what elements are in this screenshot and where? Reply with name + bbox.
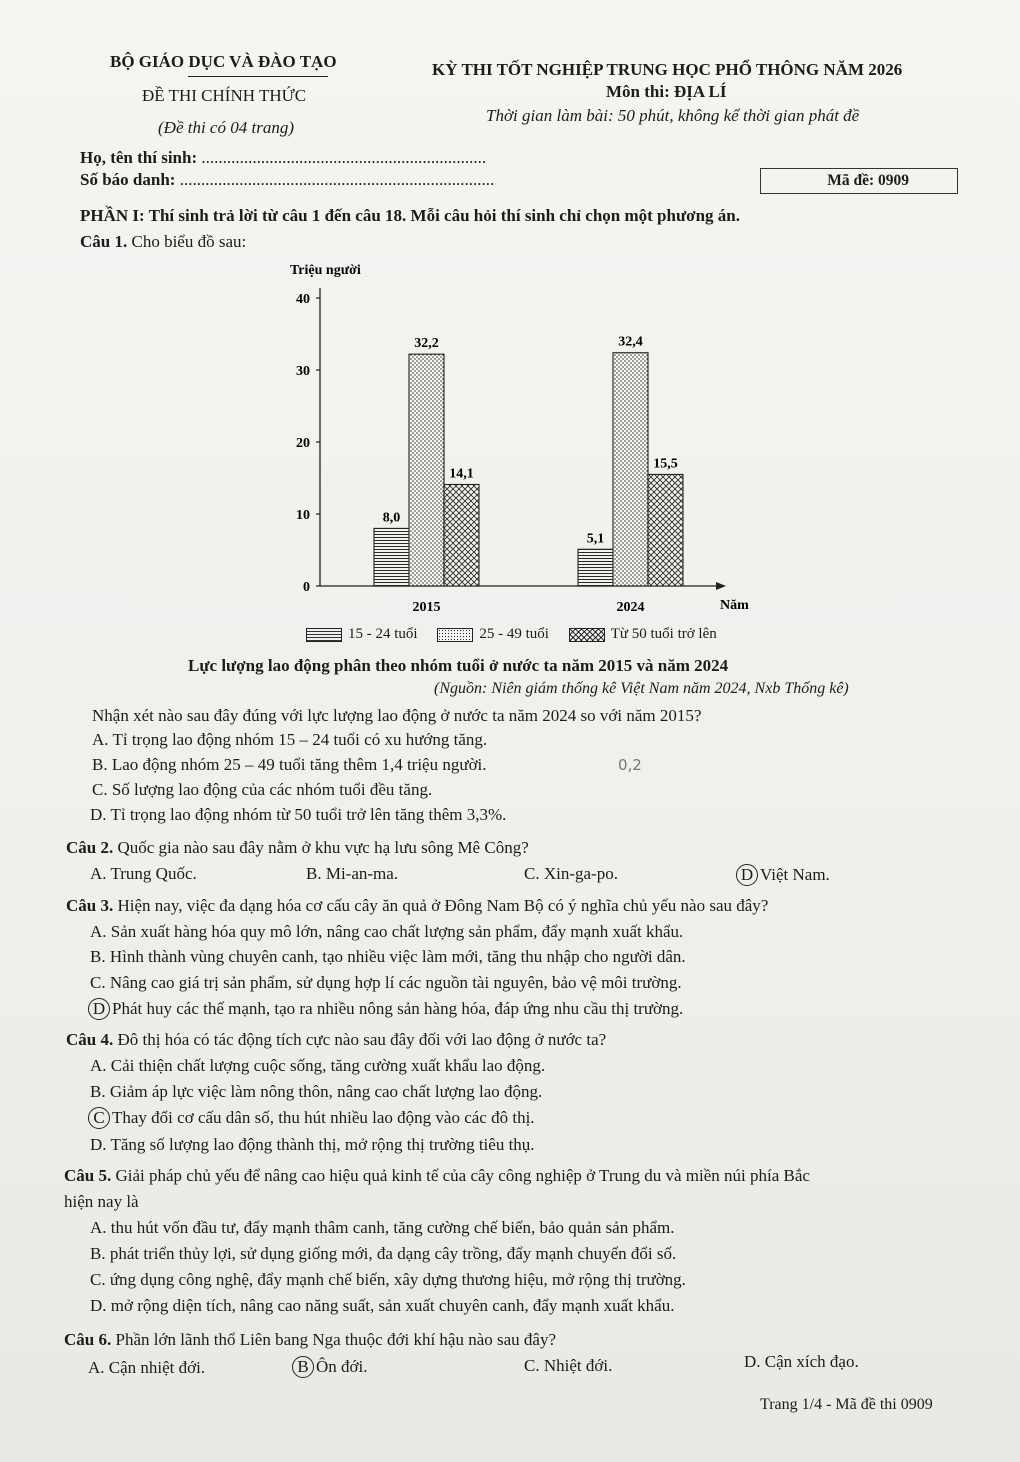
question-3-prompt: Câu 3. Hiện nay, việc đa dạng hóa cơ cấu cây ăn quả ở Đông Nam Bộ có ý nghĩa chủ yếu nào sau đây? [66, 896, 769, 915]
question-4-option-a[interactable]: A. Cải thiện chất lượng cuộc sống, tăng cường xuất khẩu lao động. [90, 1056, 546, 1075]
y-tick-label: 40 [296, 292, 310, 307]
question-1-text: Cho biểu đồ sau: [127, 232, 247, 251]
question-1-question: Nhận xét nào sau đây đúng với lực lượng lao động ở nước ta năm 2024 so với năm 2015? [92, 706, 702, 725]
exam-code-box: Mã đề: 0909 [760, 168, 958, 194]
question-4-option-c[interactable]: C Thay đổi cơ cấu dân số, thu hút nhiều lao động vào các đô thị. [88, 1107, 535, 1129]
legend-swatch-dotted [437, 628, 473, 642]
bar [409, 354, 444, 586]
legend-item-50-plus: Từ 50 tuổi trở lên [569, 626, 717, 642]
question-4-option-d[interactable]: D. Tăng số lượng lao động thành thị, mở rộng thị trường tiêu thụ. [90, 1135, 535, 1154]
section-heading: PHẦN I: Thí sinh trả lời từ câu 1 đến câu 18. Mỗi câu hỏi thí sinh chỉ chọn một phương án. [80, 206, 740, 225]
y-tick-label: 20 [296, 436, 310, 451]
question-1-prompt [80, 232, 246, 252]
pages-note: (Đề thi có 04 trang) [158, 118, 294, 137]
question-5-label: Câu 5. [64, 1166, 112, 1185]
id-label: Số báo danh: [80, 170, 180, 189]
chart-legend [306, 626, 717, 643]
legend-item-15-24: 15 - 24 tuổi [306, 626, 418, 642]
question-2-label: Câu 2. [66, 838, 114, 857]
time-note: Thời gian làm bài: 50 phút, không kể thời gian phát đề [486, 106, 860, 125]
question-3-label: Câu 3. [66, 896, 114, 915]
x-axis-arrow [716, 582, 726, 590]
question-5-option-d[interactable]: D. mở rộng diện tích, nâng cao năng suất, sản xuất chuyên canh, đẩy mạnh xuất khẩu. [90, 1296, 675, 1315]
chart-caption: Lực lượng lao động phân theo nhóm tuổi ở nước ta năm 2015 và năm 2024 [188, 656, 729, 675]
question-2-prompt: Câu 2. Quốc gia nào sau đây nằm ở khu vực hạ lưu sông Mê Công? [66, 838, 529, 857]
question-2-option-a[interactable]: A. Trung Quốc. [90, 864, 197, 883]
bar [374, 528, 409, 586]
question-5-prompt-cont: hiện nay là [64, 1192, 139, 1211]
ministry-name: BỘ GIÁO DỤC VÀ ĐÀO TẠO [110, 52, 337, 71]
question-6-option-c[interactable]: C. Nhiệt đới. [524, 1356, 613, 1375]
bar [648, 474, 683, 586]
bar-value-label: 15,5 [653, 456, 678, 472]
subject-label: Môn thi: ĐỊA LÍ [606, 82, 727, 101]
bar-value-label: 32,2 [414, 336, 439, 352]
question-6-option-d[interactable]: D. Cận xích đạo. [744, 1352, 859, 1371]
bar-value-label: 32,4 [618, 334, 643, 350]
question-5-prompt: Câu 5. Giải pháp chủ yếu để nâng cao hiệu quả kinh tế của cây công nghiệp ở Trung du và miền núi phía Bắc [64, 1166, 810, 1185]
question-3-option-b[interactable]: B. Hình thành vùng chuyên canh, tạo nhiều việc làm mới, tăng thu nhập cho người dân. [90, 947, 686, 966]
circled-answer-c: C [88, 1107, 110, 1129]
candidate-name-field [80, 148, 486, 168]
y-tick-label: 0 [303, 580, 310, 595]
official-label: ĐỀ THI CHÍNH THỨC [142, 86, 307, 105]
question-6-option-a[interactable]: A. Cận nhiệt đới. [88, 1358, 206, 1377]
question-5-option-c[interactable]: C. ứng dụng công nghệ, đẩy mạnh chế biến, xây dựng thương hiệu, mở rộng thị trường. [90, 1270, 686, 1289]
id-dots: .......................................................................... [179, 170, 495, 189]
question-6-label: Câu 6. [64, 1330, 112, 1349]
candidate-id-field [80, 170, 494, 190]
bar [578, 549, 613, 586]
page-footer: Trang 1/4 - Mã đề thi 0909 [760, 1396, 933, 1413]
labor-force-chart [240, 252, 780, 622]
question-3-option-c[interactable]: C. Nâng cao giá trị sản phẩm, sử dụng hợp lí các nguồn tài nguyên, bảo vệ môi trường. [90, 973, 682, 992]
question-2-option-b[interactable]: B. Mi-an-ma. [306, 864, 399, 883]
question-1-option-b[interactable]: B. Lao động nhóm 25 – 49 tuổi tăng thêm 1,4 triệu người. [92, 755, 487, 774]
x-axis-label: Năm [720, 598, 749, 613]
legend-item-25-49: 25 - 49 tuổi [437, 626, 549, 642]
circled-answer-b: B [292, 1356, 314, 1378]
legend-swatch-horizontal [306, 628, 342, 642]
bar-value-label: 8,0 [382, 510, 401, 526]
circled-answer-d: D [736, 864, 758, 886]
y-tick-label: 30 [296, 364, 310, 379]
question-4-label: Câu 4. [66, 1030, 114, 1049]
bar [613, 353, 648, 586]
bar [444, 484, 479, 586]
x-tick-label: 2024 [616, 600, 645, 615]
question-3-option-a[interactable]: A. Sản xuất hàng hóa quy mô lớn, nâng cao chất lượng sản phẩm, đẩy mạnh xuất khẩu. [90, 922, 684, 941]
exam-title: KỲ THI TỐT NGHIỆP TRUNG HỌC PHỔ THÔNG NĂM 2026 [432, 60, 903, 79]
question-1-option-a[interactable]: A. Tỉ trọng lao động nhóm 15 – 24 tuổi có xu hướng tăng. [92, 730, 488, 749]
question-1-option-c[interactable]: C. Số lượng lao động của các nhóm tuổi đều tăng. [92, 780, 433, 799]
question-6-prompt: Câu 6. Phần lớn lãnh thổ Liên bang Nga thuộc đới khí hậu nào sau đây? [64, 1330, 557, 1349]
question-2-option-d[interactable]: D Việt Nam. [736, 864, 830, 886]
y-axis-label: Triệu người [290, 263, 361, 278]
x-tick-label: 2015 [412, 600, 441, 615]
handwritten-note: 0,2 [618, 756, 642, 774]
name-dots: ................................................................... [201, 148, 487, 167]
question-4-prompt: Câu 4. Đô thị hóa có tác động tích cực nào sau đây đối với lao động ở nước ta? [66, 1030, 607, 1049]
question-3-option-d[interactable]: D Phát huy các thế mạnh, tạo ra nhiều nông sản hàng hóa, đáp ứng nhu cầu thị trường. [88, 998, 683, 1020]
question-5-option-a[interactable]: A. thu hút vốn đầu tư, đẩy mạnh thâm canh, tăng cường chế biến, bảo quản sản phẩm. [90, 1218, 675, 1237]
question-2-option-c[interactable]: C. Xin-ga-po. [524, 864, 618, 883]
question-1-label: Câu 1. [80, 232, 128, 251]
name-label: Họ, tên thí sinh: [80, 148, 202, 167]
question-6-option-b[interactable]: B Ôn đới. [292, 1356, 368, 1378]
bar-value-label: 5,1 [586, 531, 605, 547]
chart-source: (Nguồn: Niên giám thống kê Việt Nam năm 2024, Nxb Thống kê) [434, 680, 849, 697]
circled-answer-d: D [88, 998, 110, 1020]
question-4-option-b[interactable]: B. Giảm áp lực việc làm nông thôn, nâng cao chất lượng lao động. [90, 1082, 543, 1101]
legend-swatch-crosshatch [569, 628, 605, 642]
bar-value-label: 14,1 [449, 466, 474, 482]
question-5-option-b[interactable]: B. phát triển thủy lợi, sử dụng giống mới, đa dạng cây trồng, đẩy mạnh chuyển đổi số. [90, 1244, 677, 1263]
y-tick-label: 10 [296, 508, 310, 523]
ministry-underline [188, 76, 328, 77]
question-1-option-d[interactable]: D. Tỉ trọng lao động nhóm từ 50 tuổi trở lên tăng thêm 3,3%. [90, 805, 507, 824]
